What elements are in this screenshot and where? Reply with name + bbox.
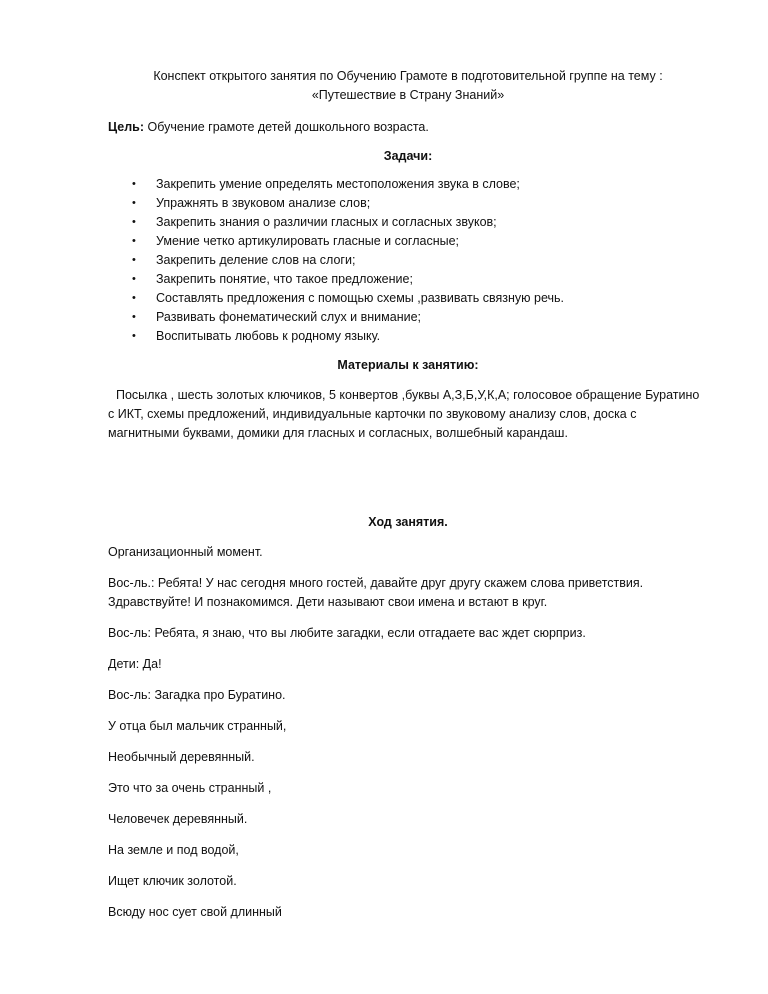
goal-label: Цель: xyxy=(108,120,145,134)
list-item-text: Закрепить деление слов на слоги; xyxy=(156,253,356,267)
list-item-text: Умение четко артикулировать гласные и согласные; xyxy=(156,234,460,248)
list-item xyxy=(108,232,708,251)
course-paragraph: На земле и под водой, xyxy=(108,843,239,857)
bullet-icon: • xyxy=(132,292,136,304)
bullet-icon: • xyxy=(132,273,136,285)
list-item-text: Закрепить знания о различии гласных и согласных звуков; xyxy=(156,215,497,229)
course-paragraph: Вос-ль.: Ребята! У нас сегодня много гостей, давайте друг другу скажем слова приветствия. Здравствуйте! И познакомимся. Дети называют свои имена и встают в круг. xyxy=(108,576,644,609)
list-item xyxy=(108,175,708,194)
list-item xyxy=(108,308,708,327)
bullet-icon: • xyxy=(132,311,136,323)
goal-text: Обучение грамоте детей дошкольного возраста. xyxy=(144,120,429,134)
goal-paragraph xyxy=(108,118,708,137)
course-paragraph: Вос-ль: Загадка про Буратино. xyxy=(108,688,286,702)
bullet-icon: • xyxy=(132,197,136,209)
bullet-icon: • xyxy=(132,178,136,190)
title-line-1: Конспект открытого занятия по Обучению Грамоте в подготовительной группе на тему : xyxy=(153,69,663,83)
course-paragraph: Ищет ключик золотой. xyxy=(108,874,237,888)
course-paragraph: Необычный деревянный. xyxy=(108,750,255,764)
bullet-icon: • xyxy=(132,216,136,228)
course-heading: Ход занятия. xyxy=(368,515,448,529)
title-line-2: «Путешествие в Страну Знаний» xyxy=(311,88,505,102)
course-paragraph: Дети: Да! xyxy=(108,657,162,671)
tasks-heading: Задачи: xyxy=(383,149,433,163)
course-paragraph: Всюду нос сует свой длинный xyxy=(108,905,282,919)
bullet-icon: • xyxy=(132,254,136,266)
list-item xyxy=(108,327,708,346)
course-paragraph: Организационный момент. xyxy=(108,545,263,559)
list-item-text: Составлять предложения с помощью схемы ,развивать связную речь. xyxy=(156,291,564,305)
list-item-text: Воспитывать любовь к родному языку. xyxy=(156,329,381,343)
list-item-text: Закрепить понятие, что такое предложение; xyxy=(156,272,413,286)
course-paragraph: Вос-ль: Ребята, я знаю, что вы любите загадки, если отгадаете вас ждет сюрприз. xyxy=(108,626,586,640)
list-item xyxy=(108,251,708,270)
list-item xyxy=(108,194,708,213)
bullet-icon: • xyxy=(132,330,136,342)
list-item-text: Развивать фонематический слух и внимание; xyxy=(156,310,422,324)
course-paragraph: У отца был мальчик странный, xyxy=(108,719,287,733)
bullet-icon: • xyxy=(132,235,136,247)
list-item xyxy=(108,289,708,308)
materials-paragraph: Посылка , шесть золотых ключиков, 5 конвертов ,буквы А,З,Б,У,К,А; голосовое обращение Буратино с ИКТ, схемы предложений, индивидуальные карточки по звуковому анализу слов, доска с магнитными буквами, домики для гласных и согласных, волшебный карандаш. xyxy=(108,388,700,440)
course-paragraph: Человечек деревянный. xyxy=(108,812,248,826)
tasks-list xyxy=(108,175,708,346)
document-title xyxy=(108,67,708,105)
materials-heading: Материалы к занятию: xyxy=(337,358,479,372)
list-item-text: Упражнять в звуковом анализе слов; xyxy=(156,196,371,210)
course-body xyxy=(108,543,708,934)
course-paragraph: Это что за очень странный , xyxy=(108,781,272,795)
list-item xyxy=(108,270,708,289)
list-item-text: Закрепить умение определять местоположения звука в слове; xyxy=(156,177,520,191)
list-item xyxy=(108,213,708,232)
